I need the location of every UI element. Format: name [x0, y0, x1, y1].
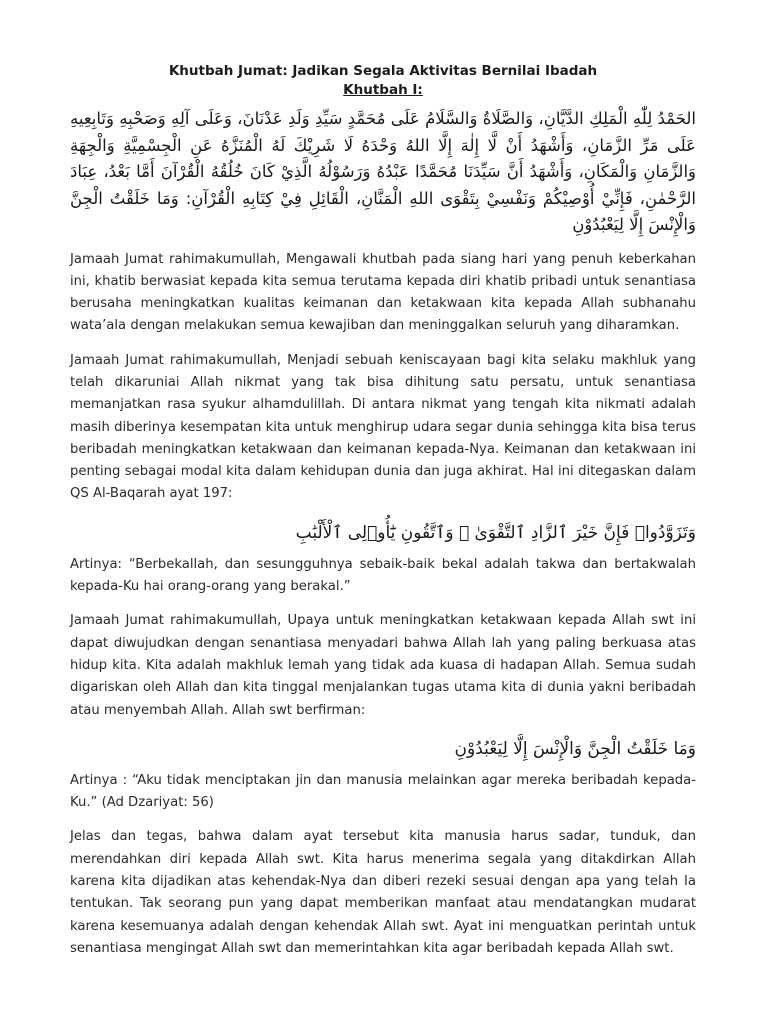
quran-verse-dzariyat-56: وَمَا خَلَقْتُ الْجِنَّ وَالْإِنْسَ إِلَّا لِيَعْبُدُوْنِ	[454, 738, 696, 759]
paragraph-2: Jamaah Jumat rahimakumullah, Menjadi sebuah keniscayaan bagi kita selaku makhluk yang telah dikaruniai Allah nikmat yang tak bisa dihitung satu persatu, untuk senantiasa memanjatkan rasa syukur alhamdulillah. Di antara nikmat yang tengah kita nikmati adalah masih diberinya kesempatan kita untuk menghirup udara segar dunia sehingga kita bisa terus beribadah meningkatkan ketakwaan dan keimanan kepada-Nya. Keimanan dan ketakwaan ini penting sebagai modal kita dalam kehidupan dunia dan juga akhirat. Hal ini ditegaskan dalam QS Al-Baqarah ayat 197:	[70, 352, 696, 502]
paragraph-6: Jelas dan tegas, bahwa dalam ayat tersebut kita manusia harus sadar, tunduk, dan merendahkan diri kepada Allah swt. Kita harus menerima segala yang ditakdirkan Allah karena kita dijadikan atas kehendak-Nya dan diberi rezeki sesuai dengan apa yang telah Ia tentukan. Tak seorang pun yang dapat memberikan manfaat atau mendatangkan mudarat karena kesemuanya adalah dengan kehendak Allah swt. Ayat ini menguatkan perintah untuk senantiasa mengingat Allah swt dan memerintahkan kita agar beribadah kepada Allah swt.	[70, 829, 696, 956]
document-title: Khutbah Jumat: Jadikan Segala Aktivitas Bernilai Ibadah	[168, 63, 598, 79]
document-page	[70, 62, 696, 972]
quran-verse-baqarah-197: وَتَزَوَّدُوا۟ فَإِنَّ خَيْرَ ٱلزَّادِ ٱلتَّقْوَىٰ ۚ وَٱتَّقُونِ يَٰٓأُو۟لِى ٱلْأَلْبَٰبِ	[295, 522, 696, 543]
paragraph-4: Jamaah Jumat rahimakumullah, Upaya untuk meningkatkan ketakwaan kepada Allah swt ini dapat diwujudkan dengan senantiasa menyadari bahwa Allah lah yang paling berkuasa atas hidup kita. Kita adalah makhluk lemah yang tidak ada kuasa di hadapan Allah. Semua sudah digariskan oleh Allah dan kita tinggal menjalankan tugas utama kita di dunia yakni beribadah atau menyembah Allah. Allah swt berfirman:	[70, 613, 696, 718]
paragraph-translation-1: Artinya: “Berbekallah, dan sesungguhnya sebaik-baik bekal adalah takwa dan bertakwalah kepada-Ku hai orang-orang yang berakal.”	[70, 556, 696, 595]
paragraph-translation-2: Artinya : “Aku tidak menciptakan jin dan manusia melainkan agar mereka beribadah kepada-Ku.” (Ad Dzariyat: 56)	[70, 772, 696, 811]
opening-arabic-text: الحَمْدُ لِلّٰهِ الْمَلِكِ الدَّيَّانِ، وَالصَّلَاةُ وَالسَّلَامُ عَلَى مُحَمَّدٍ سَيِّدِ وَلَدِ عَدْنَانَ، وَعَلَى آلِهِ وَصَحْبِهِ وَتَابِعِيهِ عَلَى مَرِّ الزَّمَانِ، وَأَشْهَدُ أَنْ لَّا إِلٰهَ إِلَّا اللهُ وَحْدَهُ لَا شَرِيْكَ لَهُ الْمُنَزَّهُ عَنِ الْجِسْمِيَّةِ وَالْجِهَةِ وَالزَّمَانِ وَالْمَكَانِ، وَأَشْهَدُ أَنَّ سَيِّدَنَا مُحَمَّدًا عَبْدُهُ وَرَسُوْلُهُ الَّذِيْ كَانَ خُلُقُهُ الْقُرْآنَ أَمَّا بَعْدُ، عِبَادَ الرَّحْمٰنِ، فَإِنِّيْ أُوْصِيْكُمْ وَنَفْسِيْ بِتَقْوَى اللهِ الْمَنَّانِ، الْقَائِلِ فِيْ كِتَابِهِ الْقُرْآنِ: وَمَا خَلَقْتُ الْجِنَّ وَالْإِنْسَ إِلَّا لِيَعْبُدُوْنِ	[70, 109, 696, 234]
document-subtitle: Khutbah I:	[343, 82, 423, 98]
paragraph-1: Jamaah Jumat rahimakumullah, Mengawali khutbah pada siang hari yang penuh keberkahan ini, khatib berwasiat kepada kita semua terutama kepada diri khatib pribadi untuk senantiasa berusaha meningkatkan kualitas keimanan dan ketakwaan kita kepada Allah subhanahu wata’ala dengan melakukan semua kewajiban dan meninggalkan seluruh yang diharamkan.	[70, 251, 696, 334]
